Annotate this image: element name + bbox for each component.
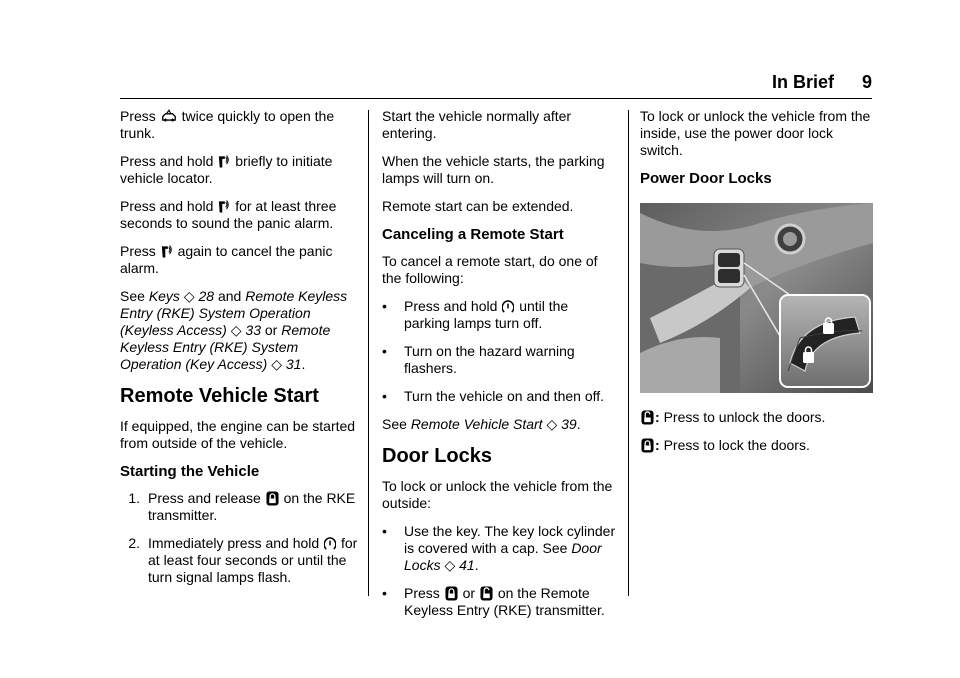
vehicle-locator-icon: [218, 154, 230, 169]
page-number: 9: [861, 72, 872, 92]
panic-paragraph: Press and hold for at least three seconds to sound the panic alarm.: [120, 198, 337, 231]
column-1: [120, 108, 360, 597]
vehicle-locator-icon: [218, 199, 230, 214]
column-divider: [628, 110, 629, 596]
lock-icon: [266, 491, 279, 506]
page-pointer: ◇: [230, 322, 242, 338]
column-divider: [368, 110, 369, 596]
heading-power-door-locks: Power Door Locks: [640, 170, 772, 187]
trunk-icon: [161, 109, 177, 124]
column-2: [382, 108, 618, 630]
section-title: In Brief: [771, 72, 834, 92]
unlock-legend: : Press to unlock the doors.: [640, 409, 876, 426]
xref-door-locks[interactable]: Door Locks: [404, 540, 602, 573]
cancel-intro: To cancel a remote start, do one of the following:: [382, 253, 598, 286]
heading-door-locks: Door Locks: [382, 445, 493, 467]
list-item: • Turn the vehicle on and then off.: [382, 388, 605, 404]
header-rule: [120, 98, 872, 99]
cancel-panic-paragraph: Press again to cancel the panic alarm.: [120, 243, 333, 276]
lock-icon: [445, 586, 458, 601]
trunk-paragraph: Press twice quickly to open the trunk.: [120, 108, 335, 141]
xref-rke-keyless[interactable]: Remote Keyless Entry (RKE) System Operation (Keyless Access): [120, 288, 348, 338]
heading-canceling-remote-start: Canceling a Remote Start: [382, 226, 564, 243]
start-normally-paragraph: Start the vehicle normally after entering.: [382, 108, 572, 141]
list-item: • Press or on the Remote Keyless Entry (RKE) transmitter.: [382, 585, 605, 618]
remote-start-icon: [324, 536, 336, 551]
parking-lamps-paragraph: When the vehicle starts, the parking lamps will turn on.: [382, 153, 605, 186]
heading-starting-vehicle: Starting the Vehicle: [120, 463, 260, 480]
step-2: 2. Immediately press and hold for at least four seconds or until the turn signal lamps flash.: [128, 535, 358, 585]
lock-icon: [641, 438, 654, 453]
page-pointer: ◇: [183, 288, 195, 304]
remote-start-icon: [502, 299, 514, 314]
xref-rke-key[interactable]: Remote Keyless Entry (RKE) System Operation (Key Access): [120, 322, 331, 372]
column-3: [640, 108, 876, 465]
list-item: • Press and hold until the parking lamps turn off.: [382, 298, 569, 331]
page-pointer: ◇: [546, 416, 558, 432]
door-locks-intro: To lock or unlock the vehicle from the outside:: [382, 478, 613, 511]
see-also-paragraph: See Remote Vehicle Start ◇ 39.: [382, 416, 581, 432]
unlock-icon: [641, 410, 654, 425]
xref-keys[interactable]: Keys: [148, 288, 180, 304]
page-pointer: ◇: [271, 356, 282, 372]
extend-paragraph: Remote start can be extended.: [382, 198, 574, 214]
list-item: • Turn on the hazard warning flashers.: [382, 343, 575, 376]
unlock-icon: [480, 586, 493, 601]
vehicle-locator-icon: [161, 244, 173, 259]
list-item: • Use the key. The key lock cylinder is covered with a cap. See Door Locks ◇ 41.: [382, 523, 616, 573]
page-pointer: ◇: [444, 557, 456, 573]
see-also-paragraph: See Keys ◇ 28 and Remote Keyless Entry (RKE) System Operation (Keyless Access) ◇ 33 or Remote Keyless Entry (RKE) System Operation (Key Access) ◇ 31.: [120, 288, 348, 372]
heading-remote-vehicle-start: Remote Vehicle Start: [120, 385, 319, 407]
running-header: [772, 72, 872, 93]
step-1: 1. Press and release on the RKE transmitter.: [128, 490, 356, 523]
locator-paragraph: Press and hold briefly to initiate vehicle locator.: [120, 153, 333, 186]
remote-intro: If equipped, the engine can be started from outside of the vehicle.: [120, 418, 356, 451]
lock-legend: : Press to lock the doors.: [640, 437, 876, 454]
xref-remote-vehicle-start[interactable]: Remote Vehicle Start: [410, 416, 543, 432]
inside-lock-paragraph: To lock or unlock the vehicle from the inside, use the power door lock switch.: [640, 108, 871, 158]
door-lock-switch-illustration: [640, 203, 873, 393]
